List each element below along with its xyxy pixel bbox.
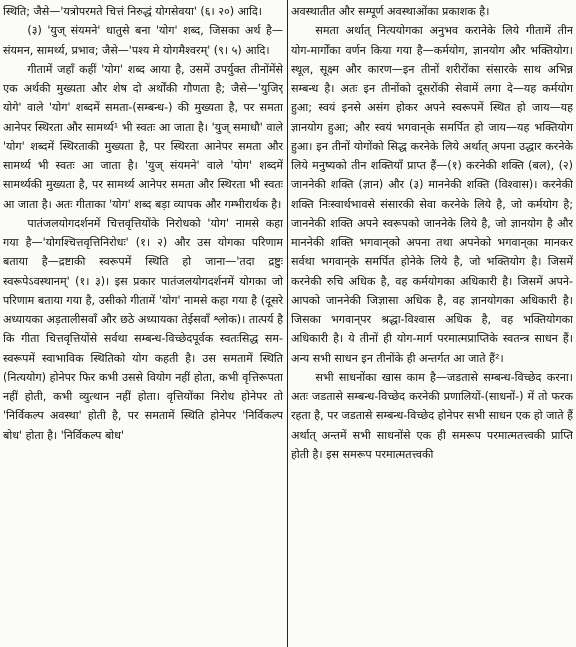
left-para-4: पातंजलयोगदर्शनमें चित्तवृत्तियोंके निरोधको 'योग' नामसे कहा गया है—'योगश्चित्तवृत्तिनिरोधः' (१। २) और उस योगका परिणाम बताया है—द्रष्टाकी स्वरूपमें स्थिति हो जाना—'तदा द्रष्टुः स्वरूपेऽवस्थानम्' (१। ३)। इस प्रकार पातंजलयोगदर्शनमें योगका जो परिणाम बताया गया है, उसीको गीतामें 'योग' नामसे कहा गया है (दूसरे अध्यायका अड़तालीसवाँ और छठे अध्यायका तेईसवाँ श्लोक)। तात्पर्य है कि गीता चित्तवृत्तियोंसे सर्वथा सम्बन्ध-विच्छेदपूर्वक स्वतःसिद्ध सम-स्वरूपमें स्वाभाविक स्थितिको योग कहती है। उस समतामें स्थिति (नित्ययोग) होनेपर फिर कभी उससे वियोग नहीं होता, कभी वृत्तिरूपता नहीं होती, कभी व्युत्थान नहीं होता। वृत्तियोंका निरोध होनेपर तो 'निर्विकल्प अवस्था' होती है, पर समतामें स्थिति होनेपर 'निर्विकल्प बोध' होता है। 'निर्विकल्प बोध' [3, 216, 283, 442]
right-para-1: अवस्थातीत और सम्पूर्ण अवस्थाओंका प्रकाशक है। [291, 5, 490, 18]
right-para-3: सभी साधनोंका खास काम है—जडतासे सम्बन्ध-विच्छेद करना। अतः जडतासे सम्बन्ध-विच्छेद करनेकी प्रणालियों-(साधनों-) में तो फरक रहता है, पर जडतासे सम्बन्ध-विच्छेद होनेपर सभी साधन एक हो जाते हैं अर्थात् अन्तमें सभी साधनोंसे एक ही समरूप परमात्मतत्त्वकी प्राप्ति होती है। इस समरूप परमात्मतत्त्वकी [291, 370, 573, 461]
column-divider [287, 0, 288, 647]
left-para-2: (३) 'युज् संयमने' धातुसे बना 'योग' शब्द, जिसका अर्थ है—संयमन, सामर्थ्य, प्रभाव; जैसे—'पश्य मे योगमैश्वरम्' (९। ५) आदि। [3, 24, 283, 57]
left-para-3: गीतामें जहाँ कहीं 'योग' शब्द आया है, उसमें उपर्युक्त तीनोंमेंसे एक अर्थकी मुख्यता और शेष दो अर्थोंकी गौणता है; जैसे—'युजिर् योगे' वाले 'योग' शब्दमें समता-(सम्बन्ध-) की मुख्यता है, पर समता आनेपर स्थिरता और सामर्थ्य¹ भी स्वतः आ जाता है। 'युज् समाधौ' वाले 'योग' शब्दमें स्थिरताकी मुख्यता है, पर स्थिरता आनेपर समता और सामर्थ्य भी स्वतः आ जाता है। 'युज् संयमने' वाले 'योग' शब्दमें सामर्थ्यकी मुख्यता है, पर सामर्थ्य आनेपर समता और स्थिरता भी स्वतः आ जाता है। अतः गीताका 'योग' शब्द बड़ा व्यापक और गम्भीरार्थक है। [3, 62, 283, 211]
right-column [291, 2, 573, 645]
right-para-2: समता अर्थात् नित्ययोगका अनुभव करानेके लिये गीतामें तीन योग-मार्गोंका वर्णन किया गया है—कर्मयोग, ज्ञानयोग और भक्तियोग। स्थूल, सूक्ष्म और कारण—इन तीनों शरीरोंका संसारके साथ अभिन्न सम्बन्ध है। अतः इन तीनोंको दूसरोंकी सेवामें लगा दे—यह कर्मयोग हुआ; स्वयं इनसे असंग होकर अपने स्वरूपमें स्थित हो जाय—यह ज्ञानयोग हुआ; और स्वयं भगवान्‌के समर्पित हो जाय—यह भक्तियोग हुआ। इन तीनों योगोंको सिद्ध करनेके लिये अर्थात् अपना उद्धार करनेके लिये मनुष्यको तीन शक्तियाँ प्राप्त हैं—(१) करनेकी शक्ति (बल), (२) जाननेकी शक्ति (ज्ञान) और (३) माननेकी शक्ति (विश्वास)। करनेकी शक्ति निःस्वार्थभावसे संसारकी सेवा करनेके लिये है, जो कर्मयोग है; जाननेकी शक्ति अपने स्वरूपको जाननेके लिये है, जो ज्ञानयोग है और माननेकी शक्ति भगवान्‌को अपना तथा अपनेको भगवान्‌का मानकर सर्वथा भगवान्‌के समर्पित होनेके लिये है, जो भक्तियोग है। जिसमें करनेकी रुचि अधिक है, वह कर्मयोगका अधिकारी है। जिसमें अपने-आपको जाननेकी जिज्ञासा अधिक है, वह ज्ञानयोगका अधिकारी है। जिसका भगवान्‌पर श्रद्धा-विश्वास अधिक है, वह भक्तियोगका अधिकारी है। ये तीनों ही योग-मार्ग परमात्मप्राप्तिके स्वतन्त्र साधन हैं। अन्य सभी साधन इन तीनोंके ही अन्तर्गत आ जाते हैं²। [291, 24, 573, 365]
left-para-1: स्थिति; जैसे—'यत्रोपरमते चित्तं निरुद्धं योगसेवया' (६। २०) आदि। [3, 5, 262, 18]
left-column [3, 2, 283, 645]
